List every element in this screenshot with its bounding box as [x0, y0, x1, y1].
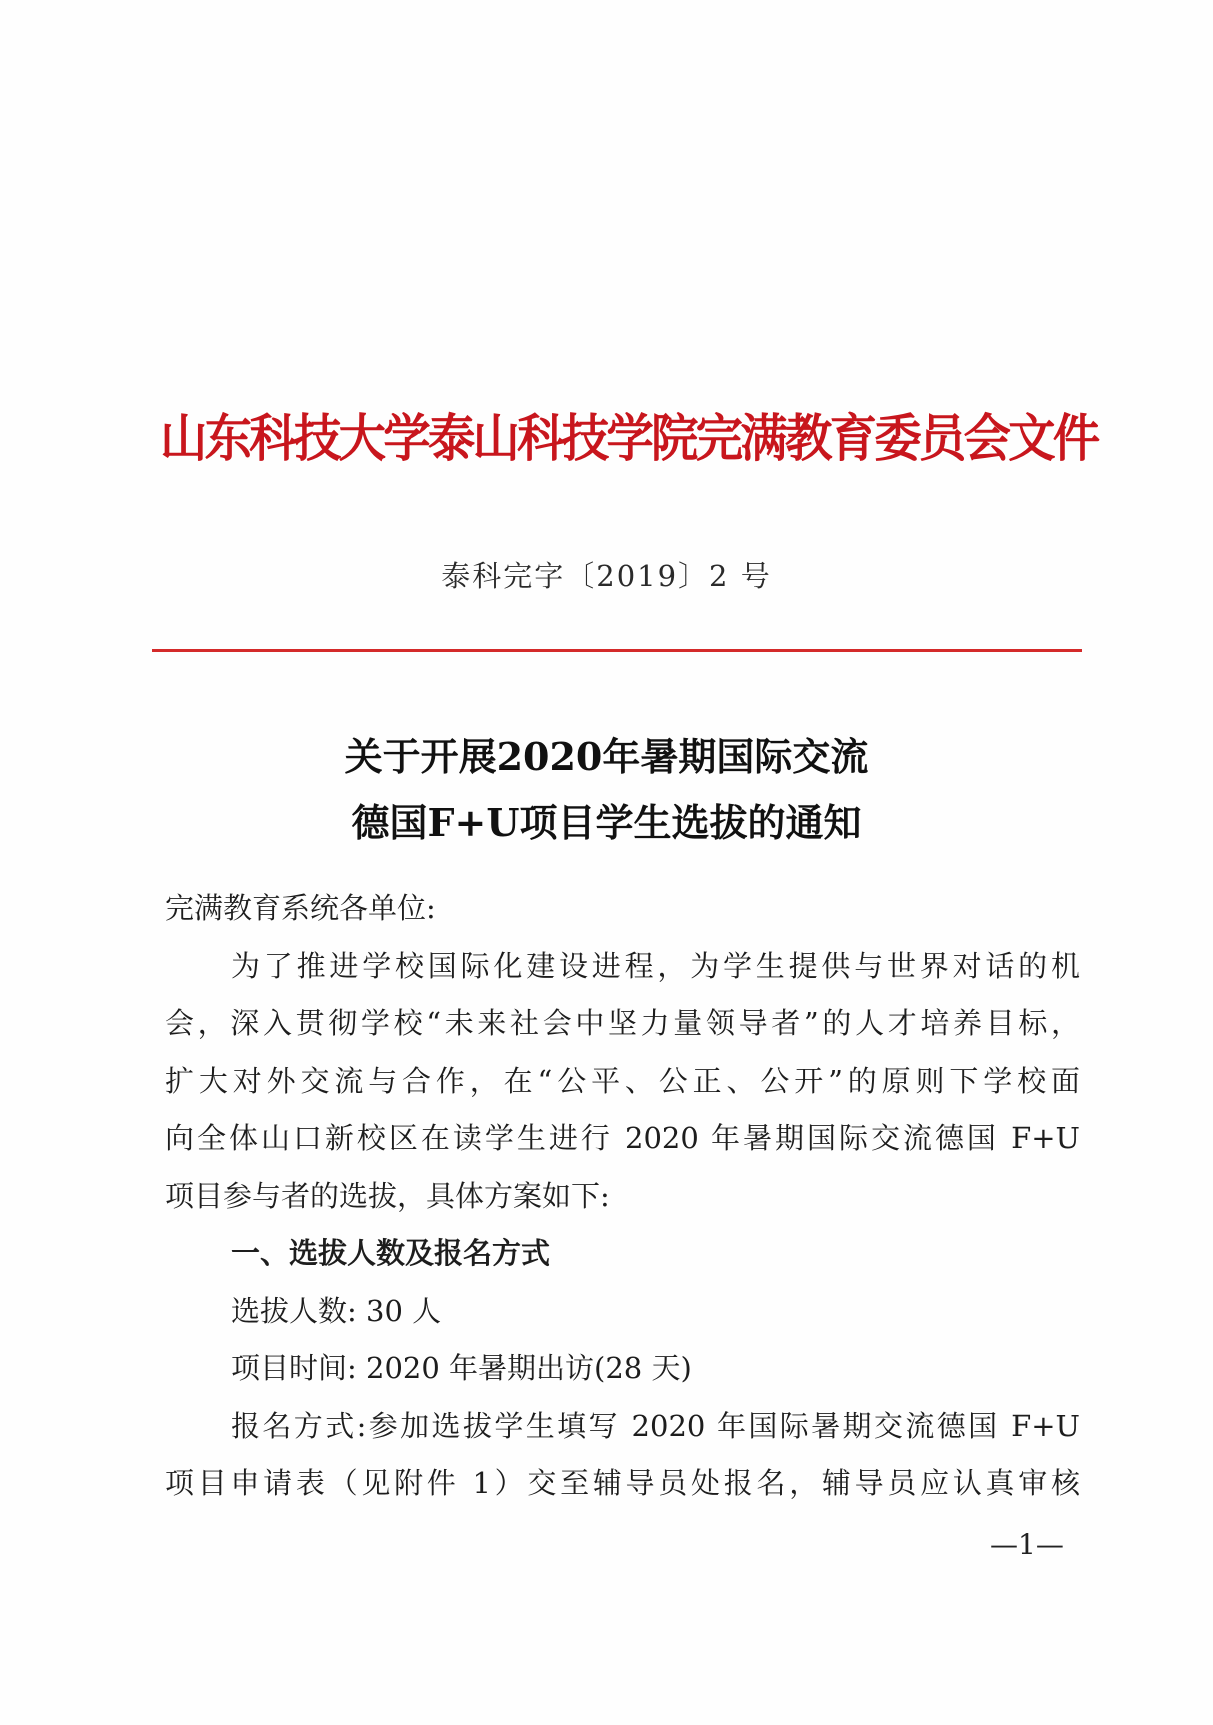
- document-number: 泰科完字〔2019〕2 号: [441, 559, 772, 593]
- intro-line-1: 为了推进学校国际化建设进程，为学生提供与世界对话的机: [231, 948, 1080, 983]
- intro-line-3: 扩大对外交流与合作，在“公平、公正、公开”的原则下学校面: [165, 1063, 1080, 1098]
- notice-title-line-2: 德国F+U项目学生选拔的通知: [351, 800, 862, 845]
- project-time: 项目时间: 2020 年暑期出访(28 天): [231, 1351, 692, 1385]
- notice-title-line-1: 关于开展2020年暑期国际交流: [344, 734, 869, 779]
- page-number: —1—: [990, 1528, 1064, 1561]
- intro-line-5: 项目参与者的选拔，具体方案如下:: [165, 1178, 610, 1213]
- issuing-authority-header: 山东科技大学泰山科技学院完满教育委员会文件: [160, 409, 1098, 469]
- intro-line-2: 会，深入贯彻学校“未来社会中坚力量领导者”的人才培养目标，: [165, 1006, 1080, 1040]
- red-divider-line: [152, 649, 1082, 652]
- notice-title: [0, 724, 1213, 856]
- salutation: 完满教育系统各单位:: [165, 891, 436, 925]
- intro-line-4: 向全体山口新校区在读学生进行 2020 年暑期国际交流德国 F+U: [165, 1121, 1080, 1155]
- selection-count: 选拔人数: 30 人: [231, 1293, 442, 1328]
- section-1-heading: 一、选拔人数及报名方式: [231, 1236, 551, 1270]
- notice-body: [165, 880, 1080, 1513]
- registration-line-1: 报名方式:参加选拔学生填写 2020 年国际暑期交流德国 F+U: [231, 1408, 1080, 1443]
- registration-line-2: 项目申请表（见附件 1）交至辅导员处报名，辅导员应认真审核: [165, 1466, 1080, 1500]
